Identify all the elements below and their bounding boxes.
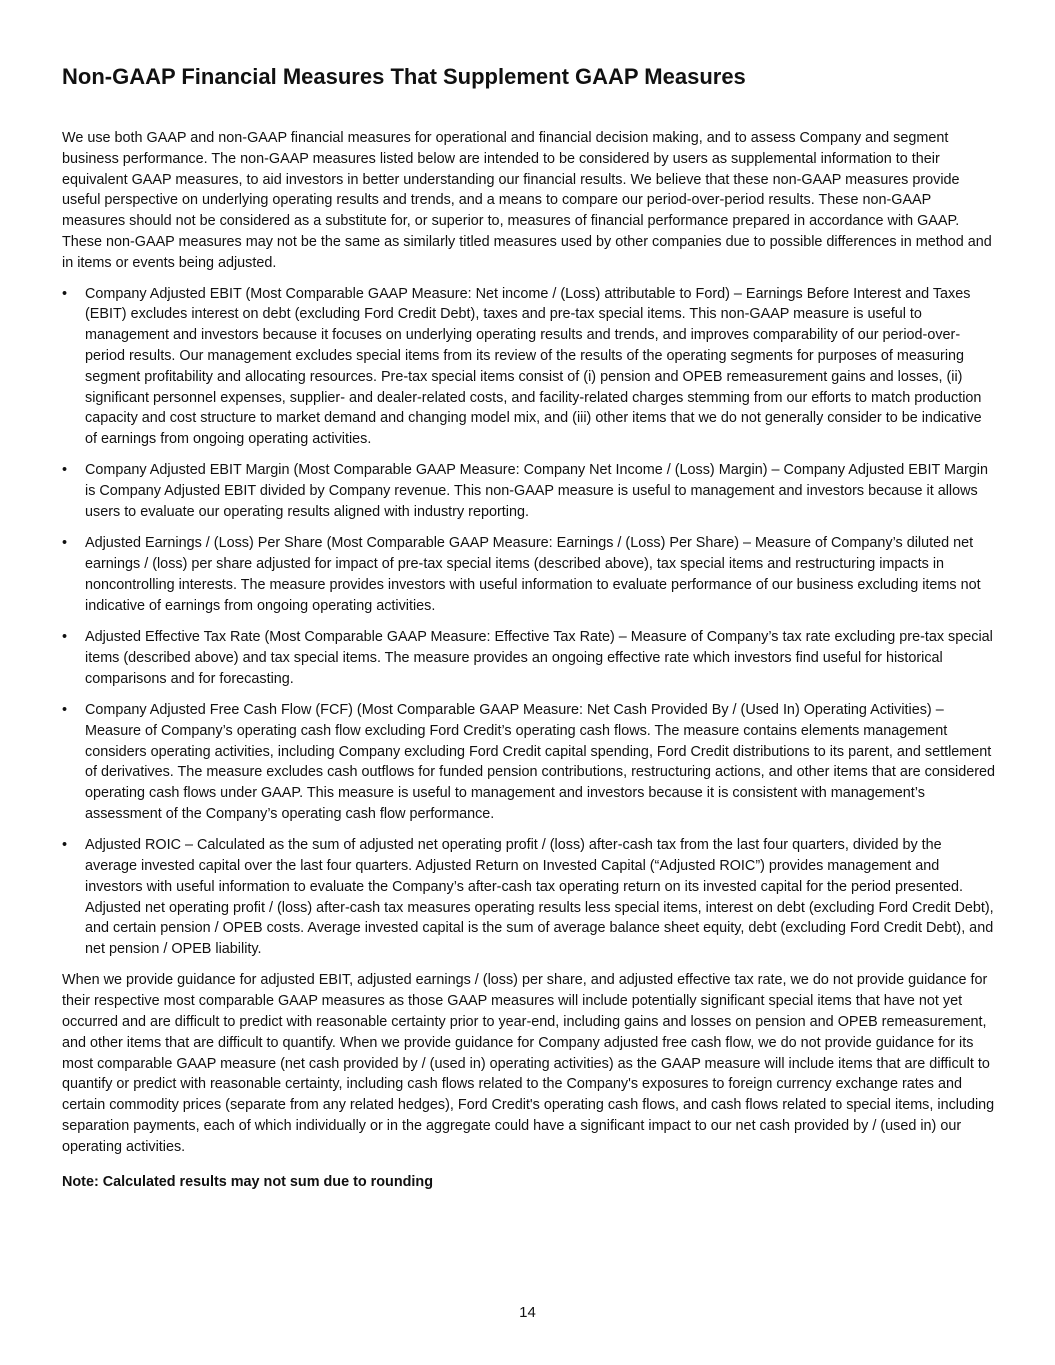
list-item-text: Company Adjusted EBIT Margin (Most Comparable GAAP Measure: Company Net Income / (Loss) Margin) – Company Adjusted EBIT Margin is Company Adjusted EBIT divided by Company revenue. This non-GAAP measure is useful to management and investors because it allows users to evaluate our operating results aligned with industry reporting. (85, 462, 989, 521)
measures-list (62, 284, 997, 960)
page-title: Non-GAAP Financial Measures That Supplement GAAP Measures (62, 64, 746, 89)
list-item (62, 700, 997, 825)
list-item (62, 460, 997, 522)
bullet-icon: • (62, 837, 68, 854)
bullet-icon: • (62, 535, 68, 552)
list-item (62, 533, 997, 616)
list-item-text: Adjusted ROIC – Calculated as the sum of adjusted net operating profit / (loss) after-cash tax from the last four quarters, divided by the average invested capital over the last four quarters. Adjusted Return on Invested Capital (“Adjusted ROIC”) provides management and investors with useful information to evaluate the Company’s after-cash tax operating return on its invested capital for the period presented. Adjusted net operating profit / (loss) after-cash tax measures operating results less special items, interest on debt (excluding Ford Credit Debt), and certain pension / OPEB costs. Average invested capital is the sum of average balance sheet equity, debt (excluding Ford Credit Debt), and net pension / OPEB liability. (85, 837, 994, 958)
document-body (62, 128, 997, 1192)
list-item (62, 284, 997, 450)
list-item (62, 627, 997, 689)
bullet-icon: • (62, 629, 68, 646)
closing-paragraph: When we provide guidance for adjusted EBIT, adjusted earnings / (loss) per share, and adjusted effective tax rate, we do not provide guidance for their respective most comparable GAAP measures as those GAAP measures will include potentially significant special items that have not yet occurred and are difficult to predict with reasonable certainty prior to year-end, including gains and losses on pension and OPEB remeasurement, and other items that are difficult to quantify. When we provide guidance for Company adjusted free cash flow, we do not provide guidance for its most comparable GAAP measure (net cash provided by / (used in) operating activities) as the GAAP measure will include items that are difficult to quantify or predict with reasonable certainty, including cash flows related to the Company's exposures to foreign currency exchange rates and certain commodity prices (separate from any related hedges), Ford Credit's operating cash flows, and cash flows related to special items, including separation payments, each of which individually or in the aggregate could have a significant impact to our net cash provided by / (used in) our operating activities. (62, 972, 995, 1155)
list-item-text: Company Adjusted EBIT (Most Comparable GAAP Measure: Net income / (Loss) attributable to Ford) – Earnings Before Interest and Taxes (EBIT) excludes interest on debt (excluding Ford Credit Debt), taxes and pre-tax special items. This non-GAAP measure is useful to management and investors because it focuses on underlying operating results and trends, and improves comparability of our period-over-period results. Our management excludes special items from its review of the results of the operating segments for purposes of measuring segment profitability and allocating resources. Pre-tax special items consist of (i) pension and OPEB remeasurement gains and losses, (ii) significant personnel expenses, supplier- and dealer-related costs, and facility-related charges stemming from our efforts to match production capacity and cost structure to market demand and changing model mix, and (iii) other items that we do not generally consider to be indicative of earnings from ongoing operating activities. (85, 285, 982, 448)
list-item (62, 835, 997, 960)
bullet-icon: • (62, 462, 68, 479)
bullet-icon: • (62, 285, 68, 302)
list-item-text: Adjusted Effective Tax Rate (Most Comparable GAAP Measure: Effective Tax Rate) – Measure of Company’s tax rate excluding pre-tax special items (described above) and tax special items. The measure provides an ongoing effective rate which investors find useful for historical comparisons and for forecasting. (85, 629, 993, 687)
page-number: 14 (519, 1304, 536, 1321)
list-item-text: Adjusted Earnings / (Loss) Per Share (Most Comparable GAAP Measure: Earnings / (Loss) Per Share) – Measure of Company’s diluted net earnings / (loss) per share adjusted for impact of pre-tax special items (described above), tax special items and restructuring impacts in noncontrolling interests. The measure provides investors with useful information to evaluate performance of our business excluding items not indicative of earnings from ongoing operating activities. (85, 535, 981, 614)
rounding-note: Note: Calculated results may not sum due to rounding (62, 1173, 433, 1190)
intro-paragraph: We use both GAAP and non-GAAP financial measures for operational and financial decision making, and to assess Company and segment business performance. The non-GAAP measures listed below are intended to be considered by users as supplemental information to their equivalent GAAP measures, to aid investors in better understanding our financial results. We believe that these non-GAAP measures provide useful perspective on underlying operating results and trends, and a means to compare our period-over-period results. These non-GAAP measures should not be considered as a substitute for, or superior to, measures of financial performance prepared in accordance with GAAP. These non-GAAP measures may not be the same as similarly titled measures used by other companies due to possible differences in method and in items or events being adjusted. (62, 130, 992, 271)
list-item-text: Company Adjusted Free Cash Flow (FCF) (Most Comparable GAAP Measure: Net Cash Provided By / (Used In) Operating Activities) – Measure of Company’s operating cash flow excluding Ford Credit’s operating cash flows. The measure contains elements management considers operating activities, including Company excluding Ford Credit capital spending, Ford Credit distributions to its parent, and settlement of derivatives. The measure excludes cash outflows for funded pension contributions, restructuring actions, and other items that are considered operating cash flows under GAAP. This measure is useful to management and investors because it is consistent with management’s assessment of the Company’s operating cash flow performance. (85, 701, 996, 822)
bullet-icon: • (62, 701, 68, 718)
